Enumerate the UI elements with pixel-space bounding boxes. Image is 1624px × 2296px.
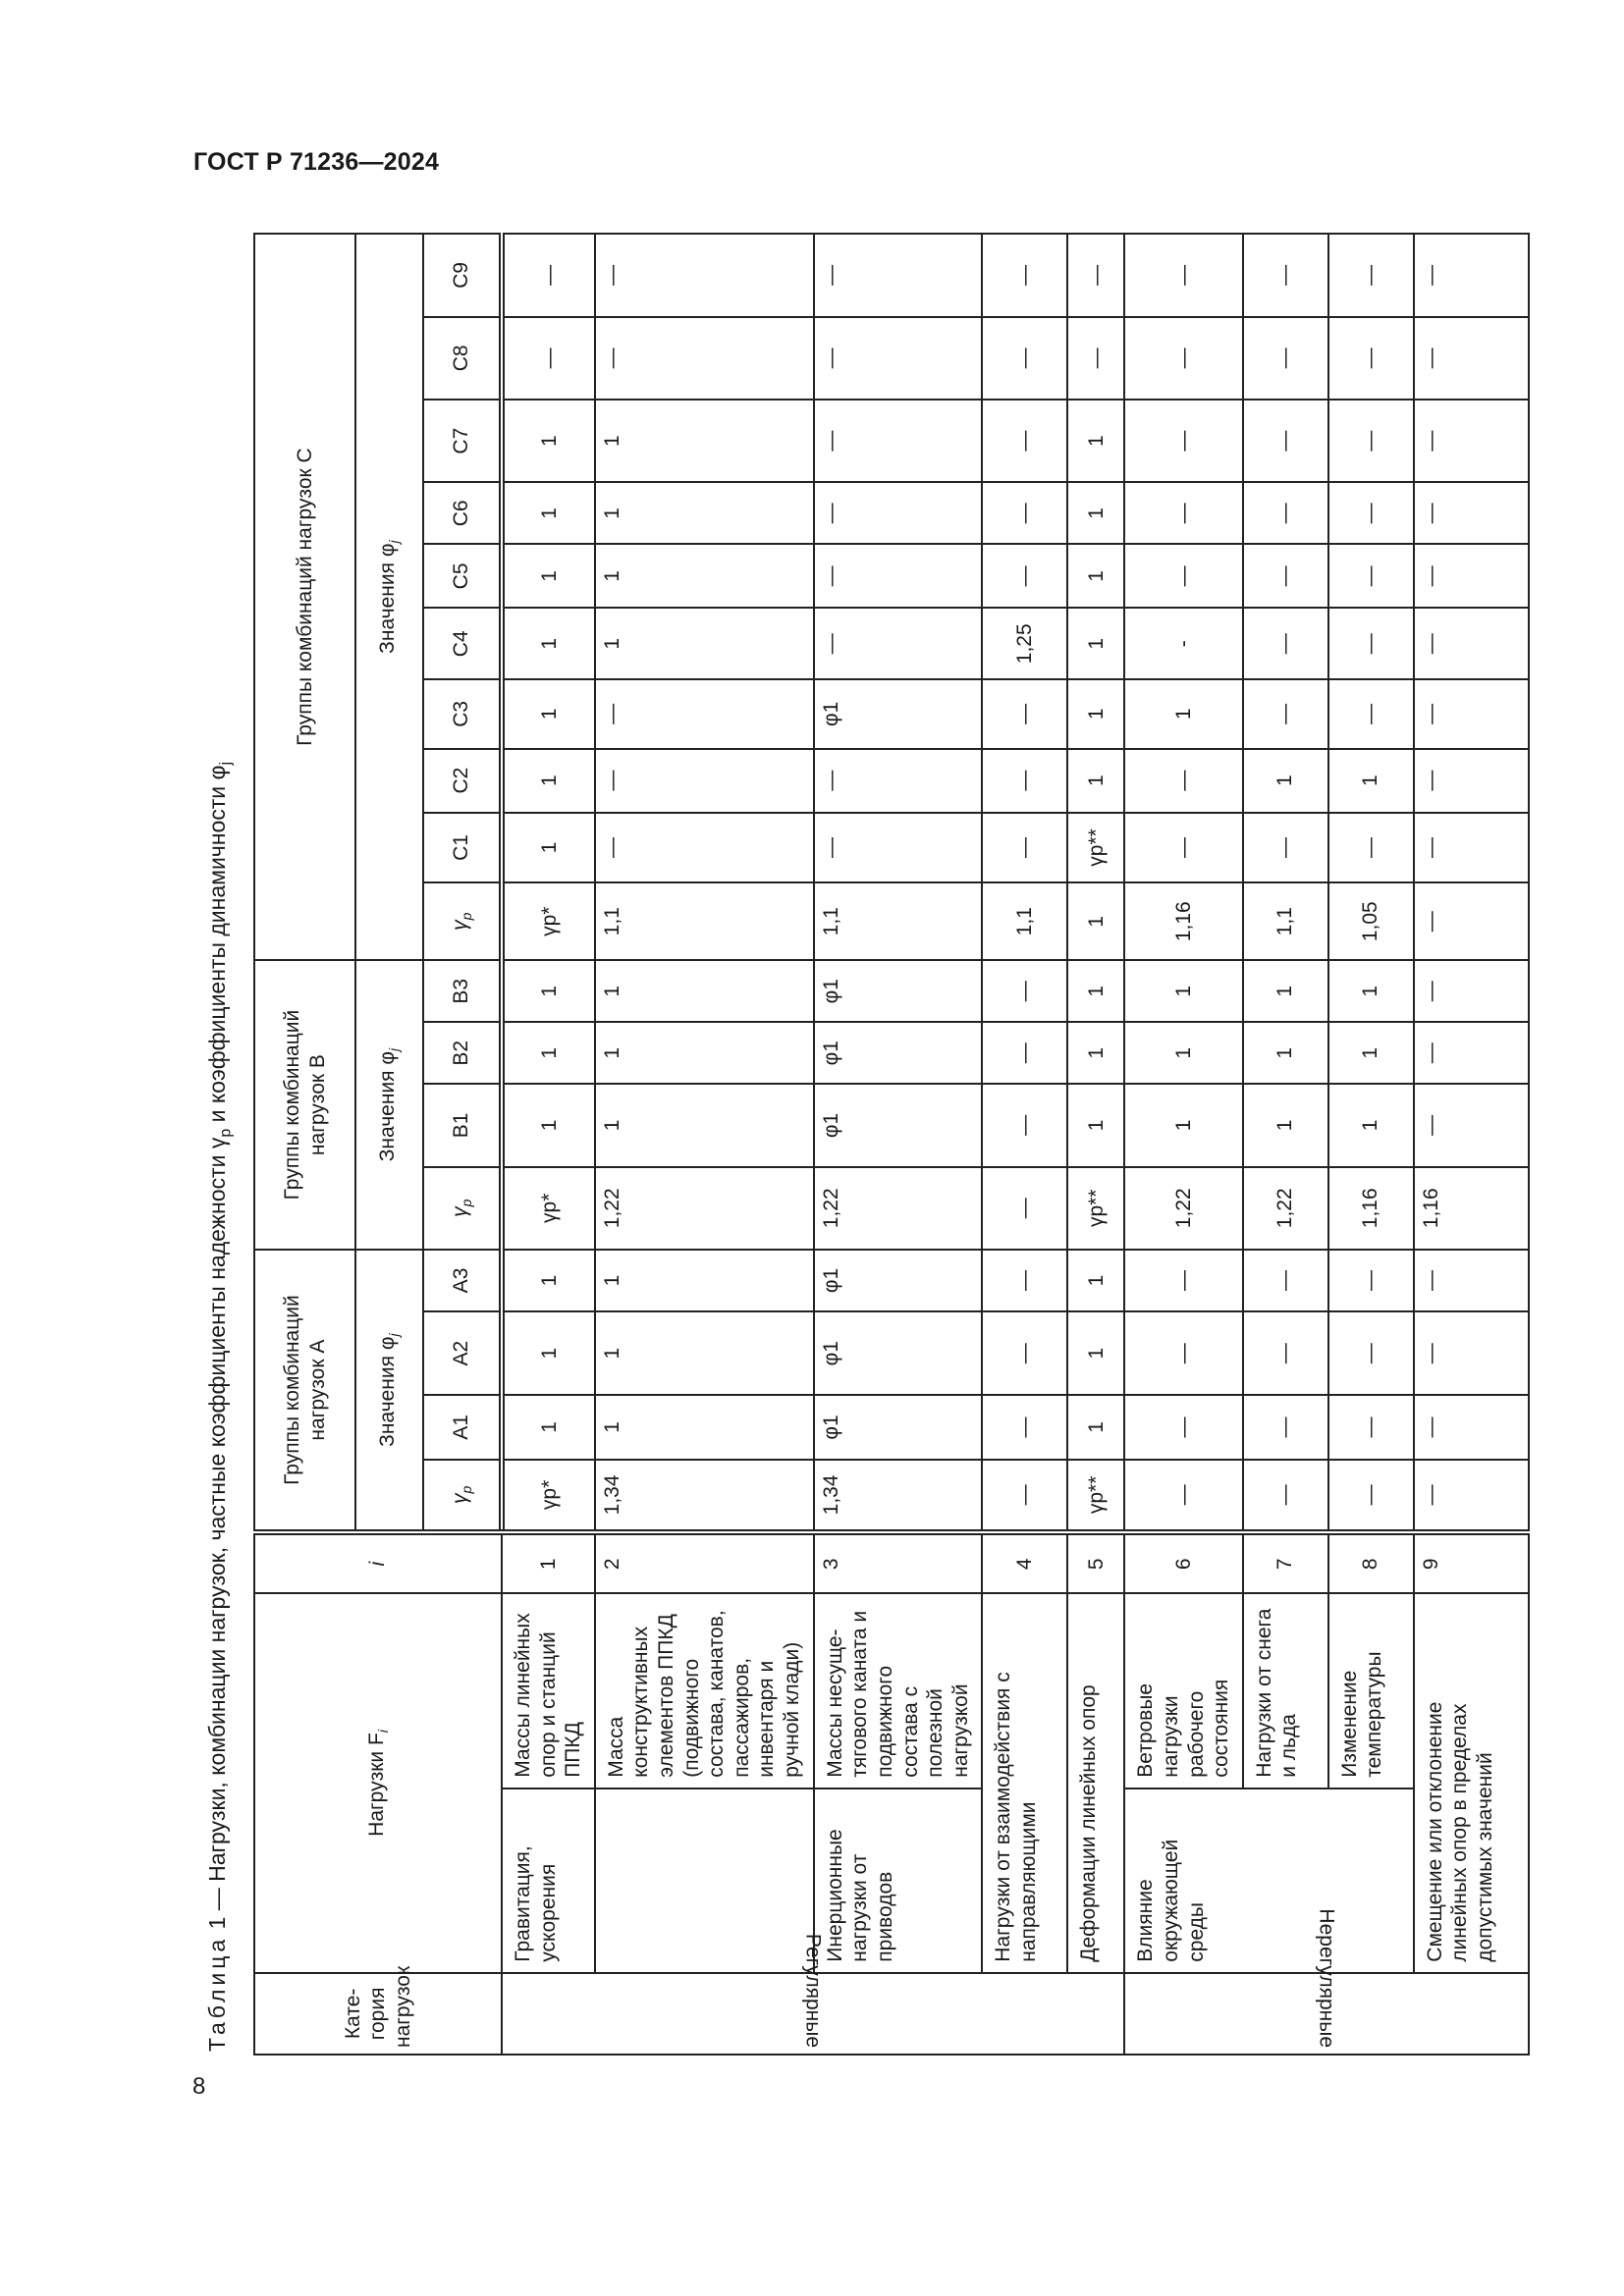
header-c8: С8	[423, 317, 502, 400]
cell-gamma-b: γр**	[1067, 1167, 1124, 1250]
cell-a2: 1	[595, 1311, 814, 1395]
cell-c4: —	[814, 608, 983, 679]
cell-c9: —	[1414, 234, 1529, 317]
cell-c5: 1	[595, 544, 814, 608]
row-index: 9	[1414, 1532, 1529, 1593]
cell-c2: —	[982, 749, 1067, 813]
cell-c3: —	[1414, 679, 1529, 748]
cell-b1: φ1	[814, 1084, 983, 1166]
header-values-c-label: Значения φ	[376, 543, 400, 654]
table-caption	[204, 206, 238, 2052]
cell-c8: —	[1067, 317, 1124, 400]
header-category: Кате- гория нагрузок	[254, 1973, 502, 2055]
cell-a2: φ1	[814, 1311, 983, 1395]
header-values-b-sub: j	[386, 1047, 403, 1052]
cell-b2: —	[1414, 1022, 1529, 1084]
cell-gamma-b: 1,22	[1124, 1167, 1242, 1250]
header-c9: С9	[423, 234, 502, 317]
cell-c9: —	[814, 234, 983, 317]
cell-c9: —	[982, 234, 1067, 317]
cell-a2: —	[1124, 1311, 1242, 1395]
header-gamma-a	[423, 1460, 502, 1533]
header-gamma-c-symbol: γ	[448, 920, 471, 931]
cell-a1: —	[1124, 1395, 1242, 1459]
cell-c1: —	[814, 813, 983, 883]
row-group: Влияние окружающей среды	[1124, 1789, 1413, 1973]
cell-b2: 1	[595, 1022, 814, 1084]
cell-c1: —	[1328, 813, 1414, 883]
header-c2: С2	[423, 749, 502, 813]
cell-c7: —	[1328, 400, 1414, 482]
cell-b3: —	[982, 960, 1067, 1022]
cell-c1: γр**	[1067, 813, 1124, 883]
header-values-b-label: Значения φ	[376, 1051, 400, 1162]
cell-c4: 1,25	[982, 608, 1067, 679]
table-container	[253, 233, 1497, 2056]
cell-gamma-c: γр*	[502, 882, 595, 960]
cell-b3: 1	[595, 960, 814, 1022]
cell-c9: —	[1328, 234, 1414, 317]
cell-c2: —	[814, 749, 983, 813]
row-load: Массы линейных опор и станций ППКД	[502, 1593, 595, 1789]
cell-c5: —	[1243, 544, 1328, 608]
header-i: i	[254, 1532, 502, 1593]
row-index: 6	[1124, 1532, 1242, 1593]
cell-c8: —	[1414, 317, 1529, 400]
cell-c8: —	[814, 317, 983, 400]
document-code: ГОСТ Р 71236—2024	[193, 148, 440, 176]
header-b1: В1	[423, 1084, 502, 1166]
table-row	[1414, 234, 1529, 2055]
cell-c6: —	[1124, 482, 1242, 544]
cell-c3: 1	[502, 679, 595, 748]
cell-gamma-a: —	[1124, 1460, 1242, 1533]
cell-c6: —	[1243, 482, 1328, 544]
header-values-a-label: Значения φ	[376, 1336, 400, 1447]
cell-c6: 1	[1067, 482, 1124, 544]
cell-b2: 1	[502, 1022, 595, 1084]
cell-b3: 1	[1067, 960, 1124, 1022]
row-load: Массы несуще-тягового каната и подвижного состава с полезной нагрузкой	[814, 1593, 983, 1789]
row-group: Деформации линейных опор	[1067, 1593, 1124, 1973]
cell-gamma-b: 1,22	[595, 1167, 814, 1250]
header-group-c: Группы комбинаций нагрузок С	[254, 234, 355, 960]
cell-gamma-a: γр**	[1067, 1460, 1124, 1533]
cell-c4: —	[1328, 608, 1414, 679]
table-row	[595, 234, 814, 2055]
row-load: Изменение температуры	[1328, 1593, 1414, 1789]
cell-b2: 1	[1067, 1022, 1124, 1084]
cell-c3: φ1	[814, 679, 983, 748]
cell-gamma-b: 1,22	[814, 1167, 983, 1250]
cell-b3: 1	[1124, 960, 1242, 1022]
cell-gamma-b: 1,16	[1414, 1167, 1529, 1250]
row-index: 2	[595, 1532, 814, 1593]
header-gamma-c-sub: р	[459, 912, 475, 921]
table-row	[982, 234, 1067, 2055]
cell-gamma-c: 1,05	[1328, 882, 1414, 960]
header-c4: С4	[423, 608, 502, 679]
page-number: 8	[192, 2073, 206, 2100]
cell-c3: —	[1243, 679, 1328, 748]
category-irregular-label: Нерегулярные	[1315, 1908, 1338, 2048]
cell-c7: 1	[502, 400, 595, 482]
cell-a1: φ1	[814, 1395, 983, 1459]
table-row	[1328, 234, 1414, 2055]
cell-c3: —	[595, 679, 814, 748]
cell-c8: —	[1243, 317, 1328, 400]
header-gamma-b-sub: р	[459, 1199, 475, 1207]
cell-c8: —	[1124, 317, 1242, 400]
row-index: 3	[814, 1532, 983, 1593]
header-a2: А2	[423, 1311, 502, 1395]
cell-c4: -	[1124, 608, 1242, 679]
header-b2: В2	[423, 1022, 502, 1084]
cell-c5: —	[814, 544, 983, 608]
cell-c1: —	[1243, 813, 1328, 883]
cell-b1: 1	[1067, 1084, 1124, 1166]
cell-gamma-c: 1,1	[1243, 882, 1328, 960]
header-loads	[254, 1593, 502, 1973]
caption-number: 1	[204, 1916, 230, 1930]
cell-gamma-a: 1,34	[814, 1460, 983, 1533]
header-gamma-a-symbol: γ	[448, 1493, 471, 1505]
cell-c1: —	[1414, 813, 1529, 883]
cell-c6: 1	[595, 482, 814, 544]
cell-b3: —	[1414, 960, 1529, 1022]
cell-a1: 1	[595, 1395, 814, 1459]
cell-a3: —	[1328, 1250, 1414, 1311]
cell-b3: 1	[1243, 960, 1328, 1022]
cell-a2: —	[1414, 1311, 1529, 1395]
cell-c1: 1	[502, 813, 595, 883]
cell-b3: 1	[502, 960, 595, 1022]
cell-gamma-b: γр*	[502, 1167, 595, 1250]
cell-c7: 1	[595, 400, 814, 482]
cell-b1: 1	[595, 1084, 814, 1166]
cell-c7: —	[814, 400, 983, 482]
row-group: Смещение или отклонение линейных опор в пределах допустимых значений	[1414, 1593, 1529, 1973]
cell-c8: —	[982, 317, 1067, 400]
cell-a3: —	[1243, 1250, 1328, 1311]
cell-c8: —	[502, 317, 595, 400]
cell-b2: 1	[1328, 1022, 1414, 1084]
cell-a1: —	[1243, 1395, 1328, 1459]
cell-gamma-a: —	[1414, 1460, 1529, 1533]
cell-a2: 1	[1067, 1311, 1124, 1395]
header-gamma-a-sub: р	[459, 1485, 475, 1494]
cell-c2: —	[1124, 749, 1242, 813]
cell-c1: —	[982, 813, 1067, 883]
header-c7: С7	[423, 400, 502, 482]
cell-b1: 1	[1243, 1084, 1328, 1166]
cell-a3: —	[982, 1250, 1067, 1311]
row-group: Инерционные нагрузки от приводов	[814, 1789, 983, 1973]
cell-c6: 1	[502, 482, 595, 544]
table-row	[814, 234, 983, 2055]
cell-gamma-c: 1	[1067, 882, 1124, 960]
header-c1: С1	[423, 813, 502, 883]
cell-a2: 1	[502, 1311, 595, 1395]
cell-c3: —	[1328, 679, 1414, 748]
header-c3: С3	[423, 679, 502, 748]
cell-b1: 1	[502, 1084, 595, 1166]
header-values-b	[355, 960, 423, 1250]
cell-c5: —	[1328, 544, 1414, 608]
cell-a3: 1	[595, 1250, 814, 1311]
row-load: Ветровые нагрузки рабочего состояния	[1124, 1593, 1242, 1789]
table-row	[1124, 234, 1242, 2055]
caption-text-2: и коэффициенты динамичности φ	[204, 765, 230, 1129]
cell-a1: 1	[1067, 1395, 1124, 1459]
cell-gamma-a: —	[1328, 1460, 1414, 1533]
cell-c5: —	[1124, 544, 1242, 608]
cell-gamma-b: —	[982, 1167, 1067, 1250]
cell-b3: 1	[1328, 960, 1414, 1022]
cell-b1: 1	[1328, 1084, 1414, 1166]
row-index: 7	[1243, 1532, 1328, 1593]
header-values-a	[355, 1250, 423, 1532]
cell-gamma-a: —	[1243, 1460, 1328, 1533]
header-values-c	[355, 234, 423, 960]
caption-text: — Нагрузки, комбинации нагрузок, частные коэффициенты надежности γ	[204, 1137, 230, 1917]
header-gamma-c	[423, 882, 502, 960]
row-group	[595, 1789, 814, 1973]
cell-c7: —	[982, 400, 1067, 482]
header-gamma-b	[423, 1167, 502, 1250]
cell-b1: —	[982, 1084, 1067, 1166]
cell-c5: —	[1414, 544, 1529, 608]
cell-gamma-b: 1,22	[1243, 1167, 1328, 1250]
cell-c9: —	[1124, 234, 1242, 317]
cell-a1: —	[1328, 1395, 1414, 1459]
cell-b1: —	[1414, 1084, 1529, 1166]
table-row	[1243, 234, 1328, 2055]
cell-gamma-c: 1,1	[595, 882, 814, 960]
cell-a1: —	[982, 1395, 1067, 1459]
cell-c2: 1	[1328, 749, 1414, 813]
cell-c6: —	[814, 482, 983, 544]
cell-c1: —	[1124, 813, 1242, 883]
cell-gamma-a: γр*	[502, 1460, 595, 1533]
cell-c4: —	[1414, 608, 1529, 679]
row-load: Нагрузки от снега и льда	[1243, 1593, 1328, 1789]
cell-c4: 1	[595, 608, 814, 679]
header-b3: В3	[423, 960, 502, 1022]
cell-c2: 1	[502, 749, 595, 813]
cell-gamma-c: 1,1	[982, 882, 1067, 960]
header-values-a-sub: j	[386, 1333, 403, 1337]
cell-c5: —	[982, 544, 1067, 608]
table-row	[502, 234, 595, 2055]
caption-sub-j: j	[217, 761, 235, 766]
cell-gamma-b: 1,16	[1328, 1167, 1414, 1250]
cell-a3: 1	[1067, 1250, 1124, 1311]
row-index: 8	[1328, 1532, 1414, 1593]
cell-c3: —	[982, 679, 1067, 748]
cell-b2: —	[982, 1022, 1067, 1084]
cell-c4: 1	[1067, 608, 1124, 679]
loads-table	[253, 233, 1530, 2056]
cell-c5: 1	[502, 544, 595, 608]
header-loads-sub: i	[375, 1730, 392, 1734]
cell-c8: —	[595, 317, 814, 400]
row-group: Нагрузки от взаимодействия с направляющими	[982, 1593, 1067, 1973]
cell-a1: 1	[502, 1395, 595, 1459]
header-c5: С5	[423, 544, 502, 608]
row-load: Масса конструктивных элементов ППКД (подвижного состава, канатов, пассажиров, инвентаря и ручной клади)	[595, 1593, 814, 1789]
row-index: 5	[1067, 1532, 1124, 1593]
caption-sub-p: р	[217, 1128, 235, 1138]
cell-b1: 1	[1124, 1084, 1242, 1166]
header-gamma-b-symbol: γ	[448, 1206, 471, 1217]
header-loads-label: Нагрузки F	[364, 1733, 388, 1837]
row-group: Гравитация, ускорения	[502, 1789, 595, 1973]
category-regular-label: Регулярные	[801, 1933, 825, 2048]
cell-c9: —	[1243, 234, 1328, 317]
cell-gamma-c: —	[1414, 882, 1529, 960]
header-c6: С6	[423, 482, 502, 544]
cell-a1: —	[1414, 1395, 1529, 1459]
cell-gamma-a: 1,34	[595, 1460, 814, 1533]
cell-b2: φ1	[814, 1022, 983, 1084]
cell-c1: —	[595, 813, 814, 883]
cell-c4: 1	[502, 608, 595, 679]
category-regular	[502, 1933, 1124, 2055]
cell-c6: —	[982, 482, 1067, 544]
cell-c2: —	[595, 749, 814, 813]
cell-a2: —	[1243, 1311, 1328, 1395]
cell-gamma-c: 1,1	[814, 882, 983, 960]
cell-c2: —	[1414, 749, 1529, 813]
cell-c3: 1	[1067, 679, 1124, 748]
table-row	[1067, 234, 1124, 2055]
header-values-c-sub: j	[386, 540, 403, 544]
cell-c9: —	[502, 234, 595, 317]
cell-b2: 1	[1124, 1022, 1242, 1084]
cell-c7: —	[1243, 400, 1328, 482]
cell-c9: —	[1067, 234, 1124, 317]
cell-a3: 1	[502, 1250, 595, 1311]
cell-gamma-a: —	[982, 1460, 1067, 1533]
cell-c7: 1	[1067, 400, 1124, 482]
cell-a3: —	[1414, 1250, 1529, 1311]
cell-c5: 1	[1067, 544, 1124, 608]
row-index: 1	[502, 1532, 595, 1593]
cell-a2: —	[982, 1311, 1067, 1395]
cell-c7: —	[1124, 400, 1242, 482]
cell-b2: 1	[1243, 1022, 1328, 1084]
cell-gamma-c: 1,16	[1124, 882, 1242, 960]
cell-a3: φ1	[814, 1250, 983, 1311]
cell-c4: —	[1243, 608, 1328, 679]
cell-c6: —	[1414, 482, 1529, 544]
header-a3: А3	[423, 1250, 502, 1311]
cell-c8: —	[1328, 317, 1414, 400]
cell-c6: —	[1328, 482, 1414, 544]
category-irregular	[1124, 1908, 1528, 2055]
cell-c2: 1	[1243, 749, 1328, 813]
cell-c2: 1	[1067, 749, 1124, 813]
cell-a3: —	[1124, 1250, 1242, 1311]
cell-c3: 1	[1124, 679, 1242, 748]
cell-a2: —	[1328, 1311, 1414, 1395]
header-group-b: Группы комбинаций нагрузок В	[254, 960, 355, 1250]
caption-prefix: Таблица	[204, 1935, 230, 2052]
row-index: 4	[982, 1532, 1067, 1593]
cell-c9: —	[595, 234, 814, 317]
cell-c7: —	[1414, 400, 1529, 482]
header-group-a: Группы комбинаций нагрузок А	[254, 1250, 355, 1532]
cell-b3: φ1	[814, 960, 983, 1022]
header-a1: А1	[423, 1395, 502, 1459]
